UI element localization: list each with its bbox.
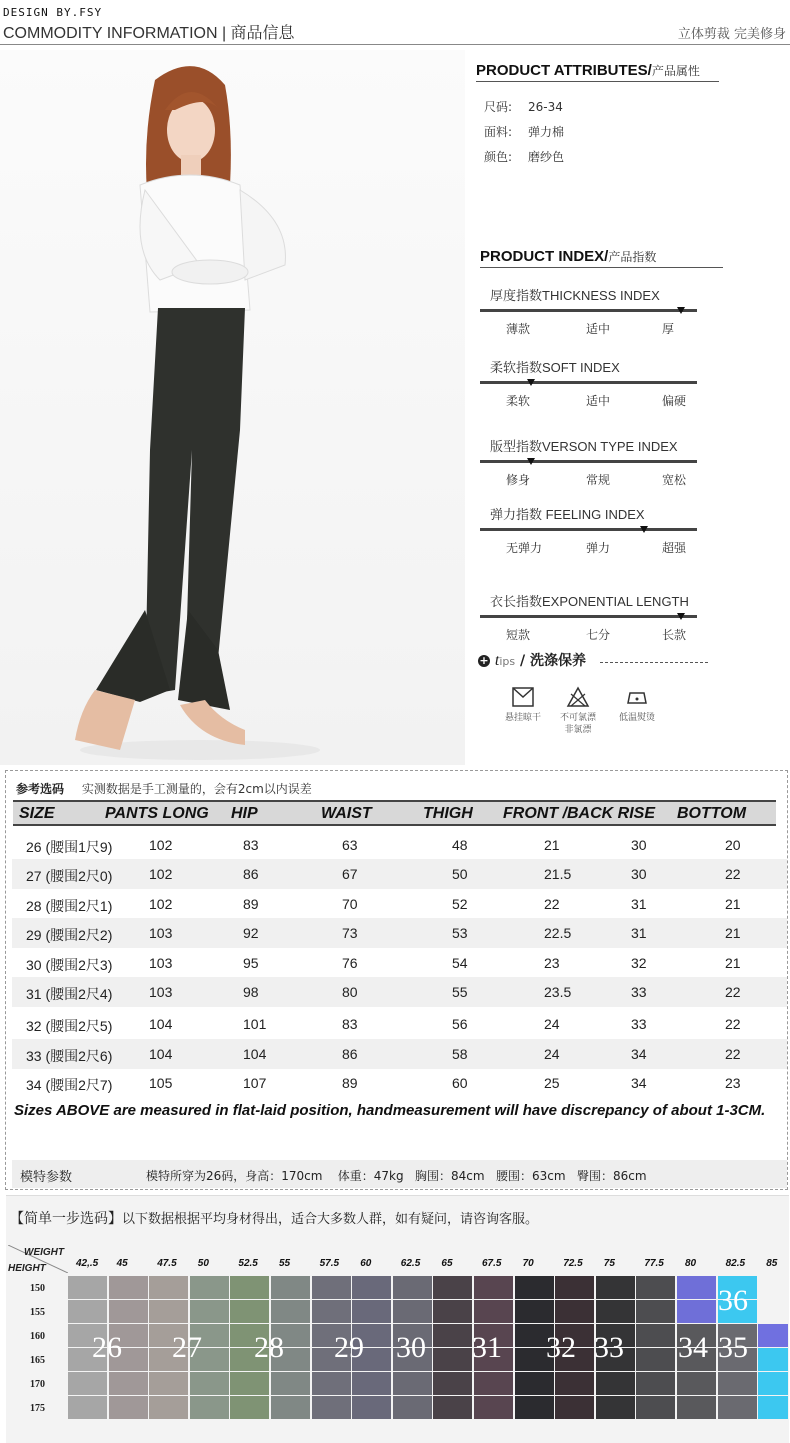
caption-note: 实测数据是手工测量的，会有2cm以内误差 xyxy=(81,782,312,796)
table-cell: 20 xyxy=(725,837,741,853)
table-cell: 30 xyxy=(631,837,647,853)
caption-label: 参考选码 xyxy=(16,782,65,796)
size-chart-cell xyxy=(636,1324,675,1347)
height-tick: 150 xyxy=(30,1283,45,1294)
plus-icon: + xyxy=(479,654,489,667)
care-label: 悬挂晾干 xyxy=(504,713,541,723)
table-cell: 31 xyxy=(631,896,647,912)
size-chart-cell xyxy=(555,1300,594,1323)
size-table-header xyxy=(13,800,776,826)
hang-dry-icon xyxy=(511,686,535,708)
size-chart-cell xyxy=(68,1396,107,1419)
table-cell: 105 xyxy=(149,1075,173,1091)
size-chart-cell xyxy=(718,1396,757,1419)
attribute-row xyxy=(484,98,563,115)
index-option: 适中 xyxy=(586,394,611,408)
table-cell: 21 xyxy=(725,896,741,912)
model-params-row xyxy=(12,1160,787,1188)
index-bar xyxy=(480,528,697,531)
table-header-cell: HIP xyxy=(231,805,258,822)
tagline: 立体剪裁 完美修身 xyxy=(677,27,786,42)
size-chart-cell xyxy=(636,1396,675,1419)
table-header-cell: WAIST xyxy=(321,805,372,822)
index-option: 长款 xyxy=(662,628,687,642)
weight-tick: 77.5 xyxy=(644,1258,664,1269)
height-tick: 160 xyxy=(30,1331,45,1342)
attribute-value: 弹力棉 xyxy=(528,125,565,139)
index-option: 超强 xyxy=(662,541,687,555)
index-option: 七分 xyxy=(586,628,611,642)
size-number: 36 xyxy=(718,1284,748,1317)
size-chart-cell xyxy=(596,1396,635,1419)
size-chart-cell xyxy=(312,1276,351,1299)
weight-tick: 85 xyxy=(766,1258,778,1269)
index-option: 薄款 xyxy=(506,322,531,336)
size-chart-cell xyxy=(230,1276,269,1299)
size-number: 32 xyxy=(546,1331,576,1364)
table-cell: 104 xyxy=(149,1016,173,1032)
size-chart-cell xyxy=(636,1276,675,1299)
attribute-row xyxy=(484,123,564,140)
low-iron-icon xyxy=(625,686,649,708)
size-chart-cell xyxy=(109,1276,148,1299)
table-cell: 33 (腰围2尺6) xyxy=(26,1048,113,1064)
table-cell: 103 xyxy=(149,925,173,941)
size-chart-cell xyxy=(68,1276,107,1299)
size-chart-cell xyxy=(312,1300,351,1323)
size-chart-cell xyxy=(190,1300,229,1323)
care-item xyxy=(548,686,608,736)
no-bleach-icon xyxy=(566,686,590,708)
tips-rest: ips xyxy=(499,655,516,668)
size-chart-cell xyxy=(636,1348,675,1371)
table-cell: 52 xyxy=(452,896,468,912)
size-chart-cell xyxy=(109,1396,148,1419)
size-chart-cell xyxy=(677,1300,716,1323)
table-cell: 55 xyxy=(452,984,468,1000)
size-chart-cell xyxy=(312,1372,351,1395)
index-option: 常规 xyxy=(586,473,611,487)
section-title: COMMODITY INFORMATION | 商品信息 xyxy=(3,25,295,42)
care-label: 低温熨烫 xyxy=(618,713,655,723)
index-option: 适中 xyxy=(586,322,611,336)
attribute-key: 尺码: xyxy=(484,100,513,114)
table-cell: 30 (腰围2尺3) xyxy=(26,957,113,973)
size-number: 33 xyxy=(594,1331,624,1364)
size-chart-cell xyxy=(312,1396,351,1419)
table-cell: 27 (腰围2尺0) xyxy=(26,868,113,884)
size-chart-cell xyxy=(758,1348,788,1371)
index-marker xyxy=(677,613,685,620)
table-row xyxy=(12,859,787,889)
table-cell: 23 xyxy=(544,955,560,971)
size-chart-cell xyxy=(555,1372,594,1395)
size-chart-cell xyxy=(68,1300,107,1323)
care-title-text: / 洗涤保养 xyxy=(519,653,586,669)
table-cell: 89 xyxy=(243,896,259,912)
size-chart-cell xyxy=(149,1372,188,1395)
product-attributes-title xyxy=(476,62,700,79)
weight-tick: 65 xyxy=(441,1258,453,1269)
header-divider xyxy=(0,44,790,45)
table-cell: 48 xyxy=(452,837,468,853)
table-cell: 24 xyxy=(544,1016,560,1032)
size-chart-cell xyxy=(555,1276,594,1299)
table-header-cell: FRONT /BACK RISE xyxy=(503,805,655,822)
model-illustration xyxy=(0,50,465,765)
size-chart-intro xyxy=(10,1208,538,1228)
size-chart-cell xyxy=(515,1276,554,1299)
product-index-title xyxy=(480,248,656,265)
table-cell: 102 xyxy=(149,896,173,912)
index-label: 弹力指数 FEELING INDEX xyxy=(490,507,645,522)
index-marker xyxy=(527,458,535,465)
table-cell: 22 xyxy=(725,1046,741,1062)
table-cell: 73 xyxy=(342,925,358,941)
table-cell: 33 xyxy=(631,1016,647,1032)
weight-tick: 62.5 xyxy=(400,1258,421,1269)
index-underline xyxy=(480,267,723,268)
table-cell: 53 xyxy=(452,925,468,941)
height-tick: 175 xyxy=(30,1403,45,1414)
brand-label: DESIGN BY.FSY xyxy=(3,6,103,19)
size-chart-cell xyxy=(636,1300,675,1323)
table-cell: 29 (腰围2尺2) xyxy=(26,927,113,943)
index-option: 弹力 xyxy=(586,541,611,555)
table-cell: 86 xyxy=(243,866,259,882)
size-number: 27 xyxy=(172,1331,202,1364)
attribute-key: 颜色: xyxy=(484,150,513,164)
size-number: 29 xyxy=(334,1331,364,1364)
size-chart-cell xyxy=(109,1300,148,1323)
table-cell: 58 xyxy=(452,1046,468,1062)
weight-tick: 55 xyxy=(279,1258,291,1269)
size-chart-cell xyxy=(352,1276,391,1299)
weight-tick: 70 xyxy=(522,1258,534,1269)
attribute-value: 磨纱色 xyxy=(528,150,565,164)
table-cell: 104 xyxy=(243,1046,267,1062)
attribute-row xyxy=(484,148,564,165)
size-chart-cell xyxy=(758,1300,788,1323)
weight-tick: 80 xyxy=(685,1258,697,1269)
table-cell: 95 xyxy=(243,955,259,971)
intro-text: 以下数据根据平均身材得出，适合大多数人群，如有疑问，请咨询客服。 xyxy=(122,1212,539,1227)
size-chart-cell xyxy=(393,1300,432,1323)
table-cell: 22 xyxy=(725,1016,741,1032)
table-cell: 56 xyxy=(452,1016,468,1032)
table-header-cell: SIZE xyxy=(19,805,55,822)
size-chart-cell xyxy=(433,1276,472,1299)
table-cell: 60 xyxy=(452,1075,468,1091)
table-cell: 83 xyxy=(243,837,259,853)
size-chart-cell xyxy=(596,1300,635,1323)
weight-tick: 57.5 xyxy=(319,1258,340,1269)
care-title xyxy=(478,650,586,670)
attribute-key: 面料: xyxy=(484,125,513,139)
index-option: 偏硬 xyxy=(662,394,687,408)
size-chart-cell xyxy=(758,1372,788,1395)
table-cell: 89 xyxy=(342,1075,358,1091)
size-number: 28 xyxy=(254,1331,284,1364)
size-chart-cell xyxy=(474,1276,513,1299)
table-row xyxy=(12,948,787,978)
table-cell: 22 xyxy=(725,984,741,1000)
table-cell: 102 xyxy=(149,837,173,853)
size-chart-cell xyxy=(758,1324,788,1347)
size-chart-cell xyxy=(677,1372,716,1395)
table-cell: 103 xyxy=(149,955,173,971)
model-photo xyxy=(0,50,465,765)
model-params-text: 模特所穿为26码，身高：170cm 体重：47kg 胸围：84cm 腰围：63cm 臀围：86cm xyxy=(146,1169,647,1183)
care-dashes xyxy=(600,662,708,663)
attributes-title-en: PRODUCT ATTRIBUTES/ xyxy=(476,62,652,79)
index-label: 衣长指数EXPONENTIAL LENGTH xyxy=(490,594,689,609)
size-number: 34 xyxy=(678,1331,708,1364)
size-chart-cell xyxy=(433,1348,472,1371)
table-cell: 34 xyxy=(631,1046,647,1062)
size-chart-cell xyxy=(109,1372,148,1395)
table-cell: 70 xyxy=(342,896,358,912)
table-cell: 50 xyxy=(452,866,468,882)
model-params-label: 模特参数 xyxy=(20,1170,73,1185)
table-row xyxy=(12,1039,787,1069)
table-cell: 23 xyxy=(725,1075,741,1091)
table-cell: 101 xyxy=(243,1016,267,1032)
care-item xyxy=(493,686,553,724)
size-chart-cell xyxy=(393,1396,432,1419)
measure-note: Sizes ABOVE are measured in flat-laid position, handmeasurement will have discrepancy of about 1-3CM. xyxy=(14,1102,766,1119)
table-cell: 102 xyxy=(149,866,173,882)
table-cell: 80 xyxy=(342,984,358,1000)
weight-tick: 60 xyxy=(360,1258,372,1269)
weight-tick: 42,.5 xyxy=(76,1258,99,1269)
table-cell: 104 xyxy=(149,1046,173,1062)
size-chart-cell xyxy=(352,1300,391,1323)
size-chart-cell xyxy=(596,1276,635,1299)
size-chart-cell xyxy=(433,1396,472,1419)
size-chart-cell xyxy=(352,1372,391,1395)
table-cell: 28 (腰围2尺1) xyxy=(26,898,113,914)
table-cell: 21 xyxy=(544,837,560,853)
attributes-title-cn: 产品属性 xyxy=(651,64,700,78)
size-chart-cell xyxy=(758,1276,788,1299)
size-chart-cell xyxy=(149,1396,188,1419)
table-cell: 86 xyxy=(342,1046,358,1062)
table-cell: 26 (腰围1尺9) xyxy=(26,839,113,855)
size-table-caption xyxy=(16,780,312,797)
index-label: 版型指数VERSON TYPE INDEX xyxy=(490,439,678,454)
index-option: 厚 xyxy=(662,322,675,336)
tips-t: t xyxy=(494,652,500,669)
table-cell: 107 xyxy=(243,1075,267,1091)
index-marker xyxy=(640,526,648,533)
index-marker xyxy=(527,379,535,386)
table-cell: 92 xyxy=(243,925,259,941)
table-cell: 22.5 xyxy=(544,925,572,941)
table-cell: 32 xyxy=(631,955,647,971)
weight-tick: 67.5 xyxy=(482,1258,502,1269)
size-chart-cell xyxy=(271,1372,310,1395)
table-cell: 31 xyxy=(631,925,647,941)
size-chart-cell xyxy=(271,1276,310,1299)
table-cell: 24 xyxy=(544,1046,560,1062)
size-number: 26 xyxy=(92,1331,122,1364)
table-cell: 33 xyxy=(631,984,647,1000)
table-cell: 83 xyxy=(342,1016,358,1032)
table-cell: 30 xyxy=(631,866,647,882)
index-option: 宽松 xyxy=(662,473,687,487)
size-chart-cell xyxy=(190,1372,229,1395)
size-chart-cell xyxy=(758,1396,788,1419)
size-chart-cell xyxy=(433,1300,472,1323)
table-cell: 21.5 xyxy=(544,866,572,882)
size-chart-cell xyxy=(474,1372,513,1395)
index-bar xyxy=(480,309,697,312)
table-row xyxy=(12,1068,787,1098)
size-chart-cell xyxy=(515,1300,554,1323)
index-marker xyxy=(677,307,685,314)
size-chart-cell xyxy=(555,1396,594,1419)
size-chart-cell xyxy=(515,1372,554,1395)
size-chart-cell xyxy=(677,1396,716,1419)
height-tick: 170 xyxy=(30,1379,45,1390)
table-row xyxy=(12,1009,787,1039)
index-label: 柔软指数SOFT INDEX xyxy=(490,360,620,375)
size-chart-cell xyxy=(271,1396,310,1419)
care-label: 不可氯漂 非氯漂 xyxy=(559,713,596,735)
table-cell: 34 xyxy=(631,1075,647,1091)
weight-tick: 45 xyxy=(116,1258,128,1269)
size-chart-cell xyxy=(149,1276,188,1299)
table-row xyxy=(12,889,787,919)
table-cell: 54 xyxy=(452,955,468,971)
size-chart-cell xyxy=(190,1276,229,1299)
table-cell: 32 (腰围2尺5) xyxy=(26,1018,113,1034)
table-header-cell: THIGH xyxy=(423,805,473,822)
attribute-value: 26-34 xyxy=(528,100,563,114)
table-cell: 76 xyxy=(342,955,358,971)
size-number: 30 xyxy=(396,1331,426,1364)
attributes-underline xyxy=(476,81,719,82)
table-row xyxy=(12,977,787,1007)
size-chart-cell xyxy=(596,1372,635,1395)
index-option: 无弹力 xyxy=(506,541,543,555)
table-cell: 67 xyxy=(342,866,358,882)
intro-bracket: 【简单一步选码】 xyxy=(10,1211,122,1227)
index-option: 柔软 xyxy=(506,394,531,408)
table-header-cell: PANTS LONG xyxy=(105,805,209,822)
table-cell: 21 xyxy=(725,925,741,941)
weight-tick: 47.5 xyxy=(157,1258,177,1269)
size-chart-cell xyxy=(515,1396,554,1419)
size-chart-cell xyxy=(393,1372,432,1395)
size-chart-cell xyxy=(636,1372,675,1395)
index-option: 修身 xyxy=(506,473,531,487)
table-row xyxy=(12,830,787,860)
height-axis-label: HEIGHT xyxy=(8,1263,46,1274)
index-bar xyxy=(480,615,697,618)
height-tick: 165 xyxy=(30,1355,45,1366)
size-chart-cell xyxy=(271,1300,310,1323)
table-cell: 25 xyxy=(544,1075,560,1091)
table-cell: 98 xyxy=(243,984,259,1000)
size-chart-cell xyxy=(433,1324,472,1347)
table-cell: 103 xyxy=(149,984,173,1000)
weight-axis-label: WEIGHT xyxy=(24,1247,64,1258)
size-chart-cell xyxy=(230,1372,269,1395)
table-cell: 22 xyxy=(725,866,741,882)
size-number: 31 xyxy=(472,1331,502,1364)
weight-tick: 72.5 xyxy=(563,1258,583,1269)
size-number: 35 xyxy=(718,1331,748,1364)
size-chart-cell xyxy=(352,1396,391,1419)
index-bar xyxy=(480,381,697,384)
weight-tick: 50 xyxy=(197,1258,209,1269)
table-row xyxy=(12,918,787,948)
weight-tick: 82.5 xyxy=(725,1258,746,1269)
size-chart-cell xyxy=(474,1396,513,1419)
index-title-cn: 产品指数 xyxy=(608,250,657,264)
size-chart-cell xyxy=(393,1276,432,1299)
size-chart-cell xyxy=(149,1300,188,1323)
table-cell: 21 xyxy=(725,955,741,971)
size-chart-cell xyxy=(474,1300,513,1323)
table-cell: 22 xyxy=(544,896,560,912)
table-cell: 34 (腰围2尺7) xyxy=(26,1077,113,1093)
size-chart-cell xyxy=(677,1276,716,1299)
size-chart-cell xyxy=(190,1396,229,1419)
size-chart-cell xyxy=(718,1372,757,1395)
table-cell: 31 (腰围2尺4) xyxy=(26,986,113,1002)
table-header-cell: BOTTOM xyxy=(677,805,747,822)
height-tick: 155 xyxy=(30,1307,45,1318)
index-option: 短款 xyxy=(506,628,531,642)
size-chart-cell xyxy=(68,1372,107,1395)
weight-tick: 52.5 xyxy=(238,1258,258,1269)
index-title-en: PRODUCT INDEX/ xyxy=(480,248,609,265)
size-chart-cell xyxy=(230,1396,269,1419)
index-bar xyxy=(480,460,697,463)
care-item xyxy=(607,686,667,724)
size-chart-cell xyxy=(230,1300,269,1323)
index-label: 厚度指数THICKNESS INDEX xyxy=(490,288,660,303)
table-cell: 23.5 xyxy=(544,984,572,1000)
size-chart-cell xyxy=(433,1372,472,1395)
weight-tick: 75 xyxy=(603,1258,615,1269)
table-cell: 63 xyxy=(342,837,358,853)
